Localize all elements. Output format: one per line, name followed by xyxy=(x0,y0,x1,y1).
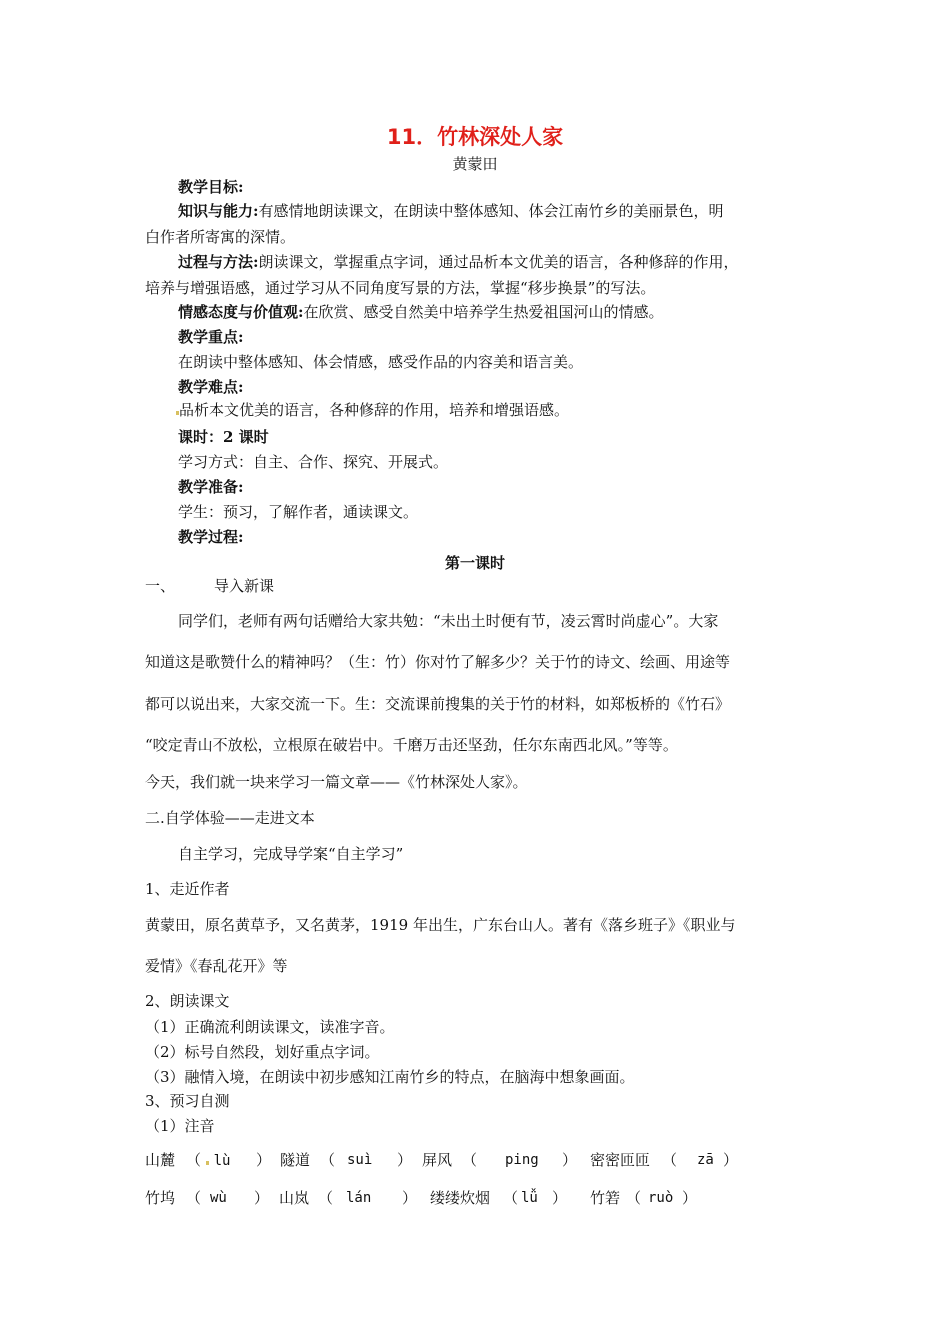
pinyin-word: 屏风 xyxy=(422,1151,453,1169)
pinyin-word: 竹坞 xyxy=(145,1189,176,1207)
knowledge-text: 有感情地朗读课文，在朗读中整体感知、体会江南竹乡的美丽景色，明 xyxy=(258,202,724,220)
section1-title: 导入新课 xyxy=(214,577,275,595)
section1-number: 一、 xyxy=(145,577,176,595)
process-method-text-cont: 培养与增强语感，通过学习从不同角度写景的方法，掌握“移步换景”的写法。 xyxy=(145,279,656,297)
pinyin-answer: suì xyxy=(347,1152,373,1168)
prep-heading: 教学准备: xyxy=(178,478,244,496)
pinyin-answer: （ xyxy=(186,1189,202,1207)
pinyin-word: 隧道 xyxy=(280,1151,311,1169)
pinyin-answer: ruò xyxy=(648,1190,674,1206)
pinyin-word: 山岚 xyxy=(279,1189,310,1207)
pinyin-subheading: （1）注音 xyxy=(145,1117,215,1135)
emotion-line xyxy=(178,302,664,322)
author-subheading: 1、走近作者 xyxy=(145,880,230,898)
paren-close: ） xyxy=(682,1189,698,1207)
pinyin-answer: ping xyxy=(505,1152,539,1168)
reading-subheading: 2、朗读课文 xyxy=(145,992,230,1010)
paren-close: ） xyxy=(552,1189,568,1207)
lesson-heading: 第一课时 xyxy=(444,554,505,572)
intro-paragraph-line1: 同学们，老师有两句话赠给大家共勉：“未出土时便有节，凌云霄时尚虚心”。大家 xyxy=(178,612,719,630)
author-name: 黄蒙田 xyxy=(452,155,498,173)
pretest-subheading: 3、预习自测 xyxy=(145,1092,230,1110)
pinyin-answer: lǚ xyxy=(521,1190,538,1206)
reading-item: （2）标号自然段，划好重点字词。 xyxy=(145,1043,380,1061)
pinyin-word: 密密匝匝 xyxy=(590,1151,651,1169)
author-bio-line2: 爱情》《春乱花开》等 xyxy=(145,957,288,975)
pinyin-answer: （ xyxy=(462,1151,478,1169)
difficulties-line xyxy=(176,400,569,420)
author-bio-line1: 黄蒙田，原名黄草予，又名黄茅，1919 年出生，广东台山人。著有《落乡班子》《职业与 xyxy=(145,916,736,934)
paren-close: ） xyxy=(402,1189,418,1207)
paren-close: ） xyxy=(397,1151,413,1169)
key-points-text: 在朗读中整体感知、体会情感，感受作品的内容美和语言美。 xyxy=(178,353,584,371)
paren-close: ） xyxy=(723,1151,739,1169)
reading-item: （1）正确流利朗读课文，读准字音。 xyxy=(145,1018,395,1036)
pinyin-word: 缕缕炊烟 xyxy=(430,1189,491,1207)
pinyin-answer: （ xyxy=(503,1189,519,1207)
intro-paragraph-line2: 知道这是歌赞什么的精神吗？（生：竹）你对竹了解多少？关于竹的诗文、绘画、用途等 xyxy=(145,653,731,671)
paren-close: ） xyxy=(254,1189,270,1207)
pinyin-answer: （ lù xyxy=(186,1151,231,1169)
study-method: 学习方式：自主、合作、探究、开展式。 xyxy=(178,453,449,471)
process-heading: 教学过程: xyxy=(178,528,244,546)
hours-heading: 课时：2 课时 xyxy=(178,428,269,446)
intro-paragraph-line3: 都可以说出来，大家交流一下。生：交流课前搜集的关于竹的材料，如郑板桥的《竹石》 xyxy=(145,695,731,713)
knowledge-label: 知识与能力: xyxy=(178,202,259,220)
paren-close: ） xyxy=(256,1151,272,1169)
key-points-heading: 教学重点: xyxy=(178,328,244,346)
process-method-text: 朗读课文，掌握重点字词，通过品析本文优美的语言，各种修辞的作用， xyxy=(258,253,739,271)
pinyin-answer: zā xyxy=(697,1152,714,1168)
pinyin-answer: wù xyxy=(210,1190,227,1206)
difficulties-text: 品析本文优美的语言，各种修辞的作用，培养和增强语感。 xyxy=(179,401,570,419)
pinyin-answer: （ xyxy=(320,1151,336,1169)
pinyin-answer: lán xyxy=(346,1190,372,1206)
pinyin-word: 山麓 xyxy=(145,1151,176,1169)
section2-intro: 自主学习，完成导学案“自主学习” xyxy=(178,845,404,863)
emotion-text: 在欣赏、感受自然美中培养学生热爱祖国河山的情感。 xyxy=(303,303,664,321)
emotion-label: 情感态度与价值观: xyxy=(178,303,304,321)
scan-mark xyxy=(206,1161,209,1165)
pinyin-answer: （ xyxy=(318,1189,334,1207)
paren-close: ） xyxy=(562,1151,578,1169)
section2-title: 二.自学体验——走进文本 xyxy=(145,809,315,827)
intro-paragraph-line5: 今天，我们就一块来学习一篇文章——《竹林深处人家》。 xyxy=(145,773,528,791)
document-title: 11．竹林深处人家 xyxy=(386,125,564,149)
process-method-label: 过程与方法: xyxy=(178,253,259,271)
knowledge-line xyxy=(178,201,724,221)
pinyin-answer: （ xyxy=(662,1151,678,1169)
knowledge-text-cont: 白作者所寄寓的深情。 xyxy=(145,228,296,246)
pinyin-word: 竹箬 xyxy=(590,1189,621,1207)
difficulties-heading: 教学难点: xyxy=(178,378,244,396)
prep-text: 学生：预习，了解作者，通读课文。 xyxy=(178,503,419,521)
intro-paragraph-line4: “咬定青山不放松，立根原在破岩中。千磨万击还坚劲，任尔东南西北风。”等等。 xyxy=(145,736,678,754)
reading-item: （3）融情入境，在朗读中初步感知江南竹乡的特点，在脑海中想象画面。 xyxy=(145,1068,635,1086)
process-method-line xyxy=(178,252,739,272)
pinyin-answer: （ xyxy=(626,1189,642,1207)
objectives-heading: 教学目标: xyxy=(178,178,244,196)
